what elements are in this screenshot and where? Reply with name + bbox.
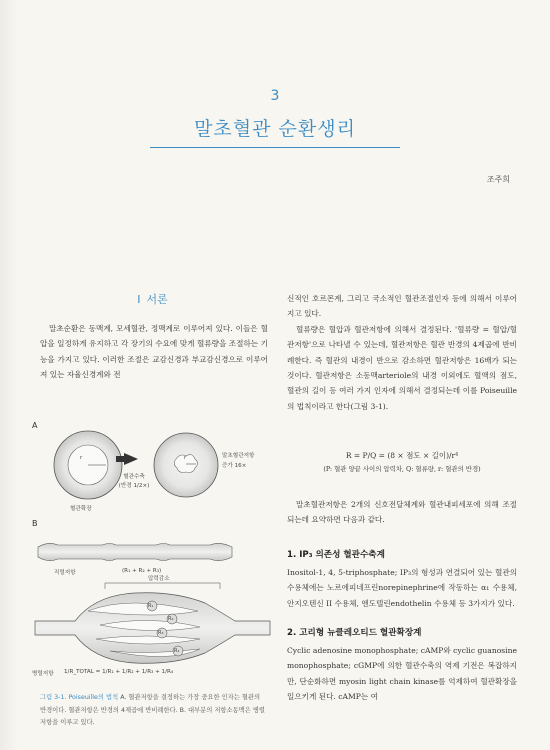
figure-label-a: A bbox=[32, 421, 38, 430]
series-formula: (R₁ + R₂ + R₃) bbox=[122, 568, 162, 574]
constriction-arrow-icon bbox=[124, 453, 138, 465]
caption-title: Poiseuille의 법칙 bbox=[68, 694, 119, 701]
figure-caption bbox=[40, 692, 268, 730]
parallel-resistance-label: 병렬저항 bbox=[32, 671, 54, 677]
author-name: 조주희 bbox=[486, 175, 510, 184]
section-mark: I bbox=[137, 293, 141, 306]
r3-label: R₃ bbox=[158, 630, 164, 636]
subsection-2-title: 2. 고리형 뉴클레오티드 혈관확장계 bbox=[287, 628, 422, 638]
subsection-2-paragraph: Cyclic adenosine monophosphate; cAMP와 cyclic guanosine monophosphate; cGMP에 의한 혈관수축의 역제 기전은 복잡하지만, 단순화하면 myosin light chain kinase를 억제하여 혈관확장을 일으키게 된다. cAMP는 여 bbox=[287, 646, 517, 702]
parallel-formula: 1/R_TOTAL = 1/R₁ + 1/R₂ + 1/R₃ + 1/R₄ bbox=[64, 669, 174, 675]
figure-3-1 bbox=[30, 421, 275, 687]
caption-figure-ref: 그림 3-1. bbox=[40, 694, 67, 701]
pressure-drop-label: 압력감소 bbox=[148, 576, 170, 582]
intro-paragraph: 말초순환은 동맥계, 모세혈관, 정맥계로 이루어져 있다. 이들은 혈압을 일정하게 유지하고 각 장기의 수요에 맞게 혈류량을 조절하는 기능을 가지고 있다. 이러한 조절은 교감신경과 부교감신경으로 이루어져 있는 자율신경계와 전 bbox=[40, 324, 268, 380]
subsection-2-body bbox=[287, 643, 517, 705]
radius-label-small: r bbox=[184, 455, 187, 461]
paragraph-continuation: 신적인 호르몬계, 그리고 국소적인 혈관조절인자 등에 의해서 이루어지고 있다. bbox=[287, 294, 517, 319]
equation-note: (P: 혈관 양끝 사이의 압력차, Q: 혈류량, r: 혈관의 반경) bbox=[323, 465, 481, 473]
summary-text bbox=[287, 497, 517, 528]
right-column-text bbox=[287, 291, 517, 414]
r1-label: R₁ bbox=[148, 603, 154, 609]
series-resistance-tube bbox=[38, 543, 232, 560]
r4-label: R₄ bbox=[174, 648, 180, 654]
title-divider bbox=[150, 147, 400, 148]
radius-label: r bbox=[80, 455, 83, 461]
caption-text: A. 혈관저항을 결정하는 가장 중요한 인자는 혈관의 반경이다. 혈관저항은 반경의 4제곱에 반비례한다. B. 대부분의 저항소동맥은 병렬저항을 이루고 있다. bbox=[40, 694, 265, 726]
resistance-note-2: 증가 16× bbox=[222, 463, 247, 469]
arrow-text-2: (반경 1/2×) bbox=[118, 483, 150, 489]
arrow-shaft bbox=[116, 456, 125, 462]
vessel-dilated-label: 혈관확장 bbox=[70, 506, 92, 512]
section-heading bbox=[40, 291, 265, 307]
chapter-title: 말초혈관 순환생리 bbox=[194, 118, 356, 140]
series-resistance-label: 직렬저항 bbox=[54, 570, 76, 576]
paragraph-resistance: 혈류량은 혈압과 혈관저항에 의해서 결정된다. '혈류량 = 혈압/혈관저항'으로 나타낼 수 있는데, 혈관저항은 혈관 반경의 4제곱에 반비례한다. 즉 혈관의 내경이 반으로 감소하면 혈관저항은 16배가 되는 것이다. 혈관저항은 소동맥arteriole의 내경 이외에도 혈액의 점도, 혈관의 길이 등 여러 가지 인자에 의해서 결정되는데 이를 Poiseuille의 법칙이라고 한다(그림 3-1). bbox=[287, 324, 517, 411]
subsection-1-title: 1. IP₃ 의존성 혈관수축계 bbox=[287, 550, 385, 560]
subsection-1-body bbox=[287, 565, 517, 611]
section-title: 서론 bbox=[146, 293, 168, 306]
arrow-text-1: 혈관수축 bbox=[123, 474, 145, 480]
subsection-1-paragraph: Inositol-1, 4, 5-triphosphate; IP₃의 형성과 연결되어 있는 혈관의 수용체에는 노르에피네프린norepinephrine에 작동하는 α₁ 수용체, 안지오텐신 II 수용체, 엔도텔린endothelin 수용체 등 3가지가 있다. bbox=[287, 568, 517, 608]
r2-label: R₂ bbox=[168, 616, 174, 622]
summary-paragraph: 말초혈관저항은 2개의 신호전달체계와 혈관내피세포에 의해 조절되는데 요약하면 다음과 같다. bbox=[287, 500, 517, 525]
resistance-note-1: 말초혈관저항 bbox=[222, 453, 255, 459]
figure-label-b: B bbox=[32, 519, 38, 528]
equation-formula: R = P/Q = (8 × 점도 × 길이)/r⁴ bbox=[345, 451, 459, 460]
chapter-number: 3 bbox=[270, 88, 280, 104]
left-column-text bbox=[40, 321, 268, 383]
